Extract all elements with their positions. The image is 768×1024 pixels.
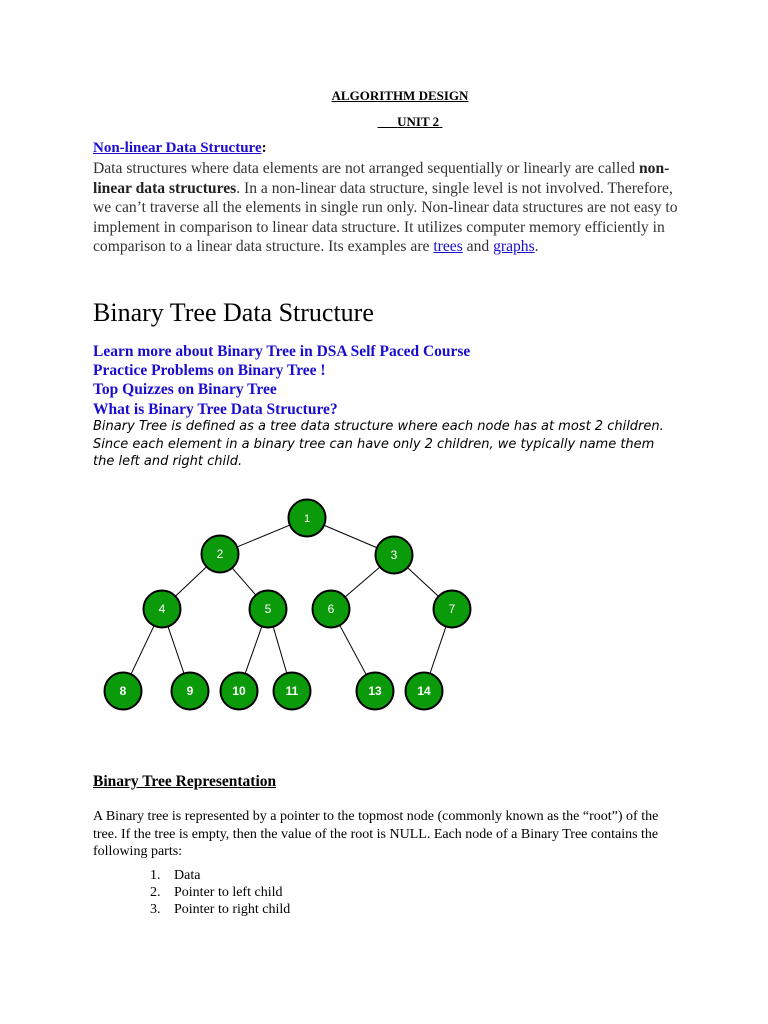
tree-edge-n5-n10 (245, 626, 262, 673)
tree-node-label: 8 (119, 684, 127, 698)
tree-node-label: 1 (303, 513, 311, 525)
tree-node-7 (434, 591, 471, 628)
tree-node-1 (289, 500, 326, 537)
tree-node-label: 13 (368, 684, 382, 698)
link-what-is-binary-tree[interactable]: What is Binary Tree Data Structure? (93, 400, 338, 418)
tree-node-9 (172, 673, 209, 710)
tree-node-label: 2 (216, 547, 224, 561)
nonlinear-heading: Non-linear Data Structure: (93, 140, 267, 156)
tree-node-label: 5 (264, 602, 272, 616)
tree-edge-n1-n2 (237, 525, 290, 547)
tree-node-label: 3 (390, 548, 398, 562)
tree-node-11 (274, 673, 311, 710)
tree-node-5 (250, 591, 287, 628)
tree-node-label: 4 (158, 602, 166, 616)
unit-title: UNIT 2 (397, 114, 440, 129)
link-top-quizzes[interactable]: Top Quizzes on Binary Tree (93, 381, 277, 399)
representation-paragraph: A Binary tree is represented by a pointer to the topmost node (commonly known as the “root”) of the tree. If the tree is empty, then the value of the root is NULL. Each node of a Binary Tree contains the following parts: (93, 809, 659, 859)
tree-node-label: 7 (448, 602, 456, 616)
binary-tree-heading: Binary Tree Data Structure (93, 298, 374, 327)
course-title: ALGORITHM DESIGN (331, 88, 469, 103)
tree-node-13 (357, 673, 394, 710)
tree-edge-n6-n13 (340, 625, 367, 674)
graphs-link[interactable]: graphs (493, 238, 535, 256)
tree-node-4 (144, 591, 181, 628)
tree-edge-n5-n11 (273, 627, 287, 673)
tree-edge-n3-n7 (408, 568, 439, 597)
nonlinear-link[interactable]: Non-linear Data Structure (93, 140, 262, 156)
node-parts-list (150, 867, 290, 918)
tree-node-2 (202, 536, 239, 573)
tree-edge-n4-n8 (131, 626, 154, 675)
list-item: 2. Pointer to left child (150, 885, 283, 900)
tree-node-label: 9 (186, 684, 194, 698)
list-item: 1. Data (150, 868, 201, 883)
tree-edge-n1-n3 (324, 525, 377, 548)
tree-edge-n4-n9 (168, 627, 184, 674)
binary-tree-diagram (0, 485, 768, 735)
tree-node-14 (406, 673, 443, 710)
tree-node-8 (105, 673, 142, 710)
representation-heading: Binary Tree Representation (93, 773, 277, 790)
tree-node-label: 10 (232, 684, 246, 698)
tree-node-3 (376, 537, 413, 574)
link-practice-problems[interactable]: Practice Problems on Binary Tree ! (93, 362, 326, 380)
tree-node-10 (221, 673, 258, 710)
link-dsa-course[interactable]: Learn more about Binary Tree in DSA Self Paced Course (93, 343, 471, 360)
nonlinear-bold-term: non-linear data structures (93, 160, 670, 197)
tree-edge-n7-n14 (430, 627, 446, 674)
binary-tree-links (93, 342, 470, 419)
tree-node-label: 11 (285, 684, 299, 698)
tree-node-label: 14 (417, 684, 431, 698)
tree-edge-n2-n5 (232, 568, 256, 595)
tree-edge-n3-n6 (345, 567, 380, 597)
tree-node-label: 6 (327, 602, 335, 616)
binary-tree-definition: Binary Tree is defined as a tree data structure where each node has at most 2 children. Since each element in a binary tree can have only 2 children, we typically name them the left and right child. (93, 419, 664, 469)
tree-edge-n2-n4 (175, 567, 206, 597)
trees-link[interactable]: trees (433, 238, 463, 256)
nonlinear-paragraph: Data structures where data elements are not arranged sequentially or linearly are called non-linear data structures. In a non-linear data structure, single level is not involved. Therefore, we can’t traverse all the elements in single run only. Non-linear data structures are not easy to implement in comparison to linear data structure. It utilizes computer memory efficiently in comparison to a linear data structure. Its examples are trees and graphs. (93, 160, 678, 256)
tree-node-6 (313, 591, 350, 628)
list-item: 3. Pointer to right child (150, 902, 291, 917)
